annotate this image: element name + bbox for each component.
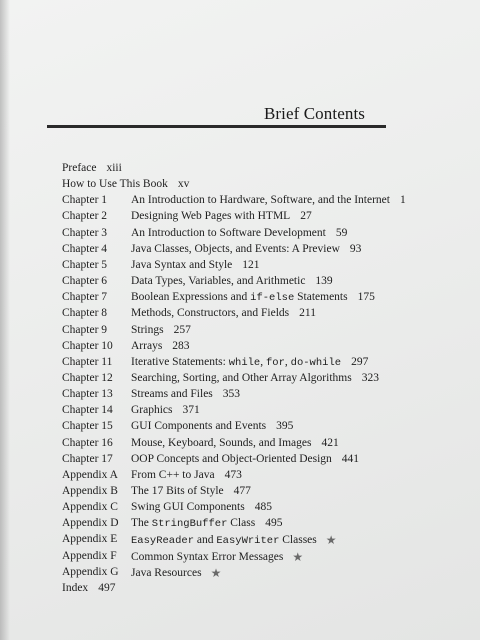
code-text: for [265, 356, 285, 369]
toc-entry-title [131, 192, 406, 208]
toc-entry-page: 497 [98, 581, 116, 594]
toc-entry-label: Chapter 10 [62, 339, 113, 352]
toc-entry-title [131, 225, 347, 241]
toc-entry-title [62, 160, 122, 176]
title-text: Data Types, Variables, and Arithmetic [131, 275, 306, 288]
toc-entry-page: 257 [173, 323, 191, 336]
title-text: Classes [279, 534, 317, 547]
toc-entry-label: Appendix B [62, 485, 118, 497]
title-text: , [260, 355, 266, 368]
toc-entry-title [131, 483, 251, 499]
title-text: Strings [131, 323, 164, 336]
toc-entry-title [131, 499, 272, 515]
title-text: Arrays [131, 339, 163, 352]
toc-entry-label: Appendix F [62, 549, 117, 562]
toc-entry-page: 297 [351, 355, 369, 368]
toc-entry-label: Chapter 17 [62, 452, 113, 465]
toc-entry-page: xv [177, 178, 190, 191]
toc-entry-label: Appendix A [62, 468, 118, 481]
toc-entry-label: Chapter 15 [62, 420, 113, 433]
toc-entry-label: Appendix D [62, 517, 119, 530]
toc-entry-page: 395 [276, 420, 294, 433]
toc-entry-label: Chapter 4 [62, 242, 108, 255]
toc-entry-page: 371 [182, 404, 200, 417]
title-text: How to Use This Book [62, 178, 168, 191]
toc-entry-title [131, 289, 375, 306]
toc-entry-page: 421 [321, 436, 339, 449]
toc-entry-label: Chapter 13 [62, 388, 113, 401]
title-text: Designing Web Pages with HTML [131, 210, 291, 223]
toc-entry-page: 175 [357, 291, 375, 304]
page-title: Brief Contents [263, 104, 365, 123]
toc-entry-page: 59 [335, 226, 348, 239]
toc-entry-title [131, 305, 316, 321]
toc-entry-title [131, 370, 379, 386]
title-text: Statements [294, 291, 348, 304]
toc-entry-label: Appendix C [62, 501, 118, 514]
title-text: , [284, 355, 291, 368]
toc-entry-label: Chapter 1 [62, 194, 108, 207]
title-text: Graphics [131, 404, 173, 417]
toc-entry-page: xiii [106, 162, 122, 174]
page-shadow [0, 0, 10, 640]
toc-entry-label: Chapter 7 [62, 291, 108, 304]
toc-entry-page: 283 [172, 339, 190, 352]
code-text: EasyWriter [216, 535, 280, 548]
toc-entry-page: 485 [254, 501, 272, 514]
title-text: OOP Concepts and Object-Oriented Design [131, 452, 332, 465]
title-text: Class [227, 517, 256, 530]
title-text: From C++ to Java [131, 468, 215, 481]
title-text: Swing GUI Components [131, 501, 245, 514]
title-text: The [131, 517, 152, 530]
toc-entry-label: Chapter 3 [62, 226, 108, 239]
star-icon: ★ [325, 533, 337, 548]
toc-entry-title [131, 257, 260, 273]
toc-entry-title [131, 402, 200, 418]
toc-entry-page: 121 [242, 258, 260, 271]
toc-entry-label: Chapter 5 [62, 258, 108, 271]
title-text: An Introduction to Hardware, Software, and the Internet [131, 194, 390, 207]
toc-entry-title [131, 418, 293, 434]
title-text: Preface [62, 162, 97, 174]
code-text: if-else [250, 292, 295, 305]
toc-entry-title [131, 208, 312, 224]
title-text: Methods, Constructors, and Fields [131, 307, 290, 320]
toc-entry-title [131, 322, 191, 338]
star-icon: ★ [210, 565, 222, 580]
toc-entry-title [131, 241, 361, 257]
code-text: StringBuffer [151, 518, 228, 531]
toc-entry-title [131, 451, 359, 467]
toc-entry-page: 139 [315, 275, 333, 288]
toc-entry-page: 323 [361, 371, 379, 384]
toc-entry-page: 1 [399, 194, 406, 207]
heading-rule [47, 125, 386, 128]
toc-entry-page: 211 [299, 307, 316, 320]
code-text: while [228, 356, 261, 369]
title-text: and [194, 534, 217, 547]
code-text: do-while [290, 356, 342, 369]
title-text: Java Classes, Objects, and Events: A Preview [131, 242, 340, 255]
toc-entry-label: Chapter 14 [62, 404, 113, 417]
toc-entry-page: 473 [224, 468, 242, 481]
toc-entry-title [131, 386, 240, 402]
toc-entry-title [131, 515, 282, 532]
star-icon: ★ [292, 549, 304, 564]
toc-entry-page: 93 [349, 242, 362, 255]
toc-entry-label: Chapter 8 [62, 307, 108, 320]
title-text: Mouse, Keyboard, Sounds, and Images [131, 436, 312, 449]
toc-entry-title [131, 354, 368, 371]
title-text: GUI Components and Events [131, 420, 267, 433]
toc-entry-label: Chapter 2 [62, 210, 108, 223]
toc-entry-label: Chapter 6 [62, 275, 108, 288]
toc-entry-page: 495 [265, 517, 283, 530]
toc-entry-page: 477 [233, 485, 251, 497]
toc-entry-label: Appendix E [62, 533, 118, 546]
toc-entry-title [131, 435, 339, 451]
toc-entry-label: Chapter 16 [62, 436, 113, 449]
title-text: Iterative Statements: [131, 355, 229, 368]
toc-entry-title [131, 548, 303, 565]
toc-entry-title [131, 467, 242, 483]
toc-entry-title [62, 580, 115, 596]
title-text: Searching, Sorting, and Other Array Algorithms [131, 371, 352, 384]
toc-entry-label: Chapter 12 [62, 371, 113, 384]
title-text: The 17 Bits of Style [131, 485, 224, 497]
toc-entry-label: Appendix G [62, 565, 119, 578]
title-text: Java Resources [131, 566, 202, 579]
toc-entry-title [62, 176, 189, 192]
toc-entry-title [131, 338, 190, 354]
title-text: Index [62, 581, 89, 594]
toc-entry-label: Chapter 9 [62, 323, 108, 336]
title-text: An Introduction to Software Development [131, 226, 326, 239]
toc-entry-page: 353 [222, 388, 241, 401]
title-text: Common Syntax Error Messages [131, 550, 284, 563]
toc-entry-label: Chapter 11 [62, 355, 113, 368]
toc-entry-title [131, 564, 221, 581]
toc-entry-page: 27 [300, 210, 312, 223]
title-text: Boolean Expressions and [131, 291, 251, 304]
toc-entry-page: 441 [341, 452, 360, 465]
toc-entry-title [131, 273, 333, 289]
title-text: Streams and Files [131, 388, 213, 401]
code-text: EasyReader [131, 535, 195, 548]
title-text: Java Syntax and Style [131, 258, 233, 271]
